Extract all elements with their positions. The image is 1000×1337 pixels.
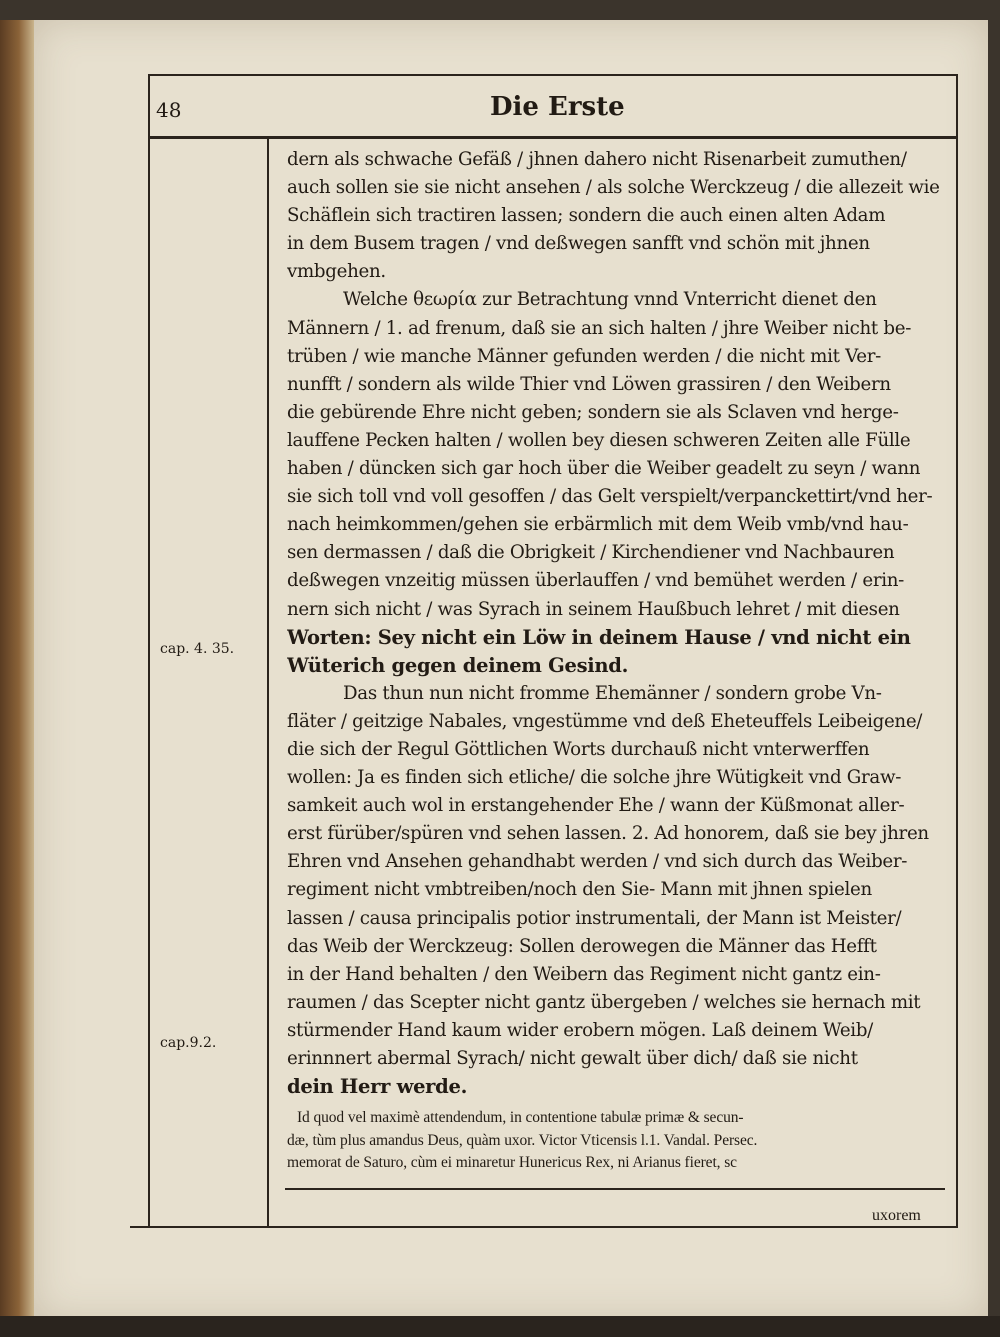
text-line: haben / düncken sich gar hoch über die Weiber geadelt zu seyn / wann [287,458,921,480]
text-line: auch sollen sie sie nicht ansehen / als solche Werckzeug / die allezeit wie [287,177,940,199]
text-line: lassen / causa principalis potior instrumentali, der Mann ist Meister/ [287,907,902,929]
header-rule [150,136,956,139]
text-line: Welche θεωρία zur Betrachtung vnnd Vnterricht dienet den [343,289,877,311]
footnote-line: memorat de Saturo, cùm ei minaretur Hunericus Rex, ni Arianus fieret, sc [287,1154,737,1172]
text-line: nunfft / sondern als wilde Thier vnd Löwen grassiren / den Weibern [287,373,891,395]
text-line: trüben / wie manche Männer gefunden werden / die nicht mit Ver- [287,345,881,367]
outer-left-rule [148,74,150,1226]
text-line: die gebürende Ehre nicht geben; sondern sie als Sclaven vnd herge- [287,401,899,423]
text-line: Männern / 1. ad frenum, daß sie an sich halten / jhre Weiber nicht be- [287,317,912,339]
text-line: Ehren vnd Ansehen gehandhabt werden / vnd sich durch das Weiber- [287,851,908,873]
page-number: 48 [156,98,182,122]
text-line: stürmender Hand kaum wider erobern mögen. Laß deinem Weib/ [287,1019,873,1041]
text-line: das Weib der Werckzeug: Sollen derowegen die Männer das Hefft [287,935,877,957]
footnote-end-rule [285,1188,945,1190]
text-line: raumen / das Scepter nicht gantz übergeben / welches sie hernach mit [287,991,921,1013]
footnote-line: dæ, tùm plus amandus Deus, quàm uxor. Victor Vticensis l.1. Vandal. Persec. [287,1131,758,1149]
footnote [287,1107,941,1175]
text-line: in der Hand behalten / den Weibern das Regiment nicht gantz ein- [287,963,881,985]
text-line: die sich der Regul Göttlichen Worts durchauß nicht vnterwerffen [287,738,870,760]
text-line: Schäflein sich tractiren lassen; sondern die auch einen alten Adam [287,205,886,227]
text-line: vmbgehen. [287,261,386,283]
text-line: sie sich toll vnd voll gesoffen / das Gelt verspielt/verpanckettirt/vnd her- [287,486,933,508]
text-line: samkeit auch wol in erstangehender Ehe / wann der Küßmonat aller- [287,795,905,817]
margin-note-cap9: cap.9.2. [160,1035,217,1051]
text-line: in dem Busem tragen / vnd deßwegen sanfft vnd schön mit jhnen [287,233,870,255]
text-line: nern sich nicht / was Syrach in seinem Haußbuch lehret / mit diesen [287,598,900,620]
body-lines [287,146,941,1101]
text-line: regiment nicht vmbtreiben/noch den Sie- Mann mit jhnen spielen [287,879,872,901]
margin-note-cap4: cap. 4. 35. [160,641,235,657]
text-line: Das thun nun nicht fromme Ehemänner / sondern grobe Vn- [343,682,882,704]
book-spine [0,20,34,1320]
text-line: Worten: Sey nicht ein Löw in deinem Hause / vnd nicht ein [287,625,911,649]
body-text [287,146,941,1175]
running-title: Die Erste [490,92,625,122]
text-line: lauffene Pecken halten / wollen bey diesen schweren Zeiten alle Fülle [287,429,911,451]
outer-right-rule [956,74,958,1226]
bottom-frame-rule [130,1226,958,1228]
top-frame-rule [148,74,958,76]
text-line: Wüterich gegen deinem Gesind. [287,653,629,677]
text-line: fläter / geitzige Nabales, vngestümme vnd deß Eheteuffels Leibeigene/ [287,710,923,732]
text-line: erst fürüber/spüren vnd sehen lassen. 2. Ad honorem, daß sie bey jhren [287,823,929,845]
text-line: wollen: Ja es finden sich etliche/ die solche jhre Wütigkeit vnd Graw- [287,767,902,789]
page-bottom-edge [0,1316,1000,1337]
text-line: deßwegen vnzeitig müssen überlauffen / vnd bemühet werden / erin- [287,570,905,592]
text-line: nach heimkommen/gehen sie erbärmlich mit dem Weib vmb/vnd hau- [287,514,909,536]
text-line: dern als schwache Gefäß / jhnen dahero nicht Risenarbeit zumuthen/ [287,149,907,170]
text-line: sen dermassen / daß die Obrigkeit / Kirchendiener vnd Nachbauren [287,542,895,564]
margin-column-rule [267,139,269,1226]
text-line: erinnnert abermal Syrach/ nicht gewalt über dich/ daß sie nicht [287,1048,858,1069]
text-line: dein Herr werde. [287,1075,468,1099]
footnote-line: Id quod vel maximè attendendum, in contentione tabulæ primæ & secun- [297,1109,744,1127]
catchword: uxorem [872,1207,921,1224]
